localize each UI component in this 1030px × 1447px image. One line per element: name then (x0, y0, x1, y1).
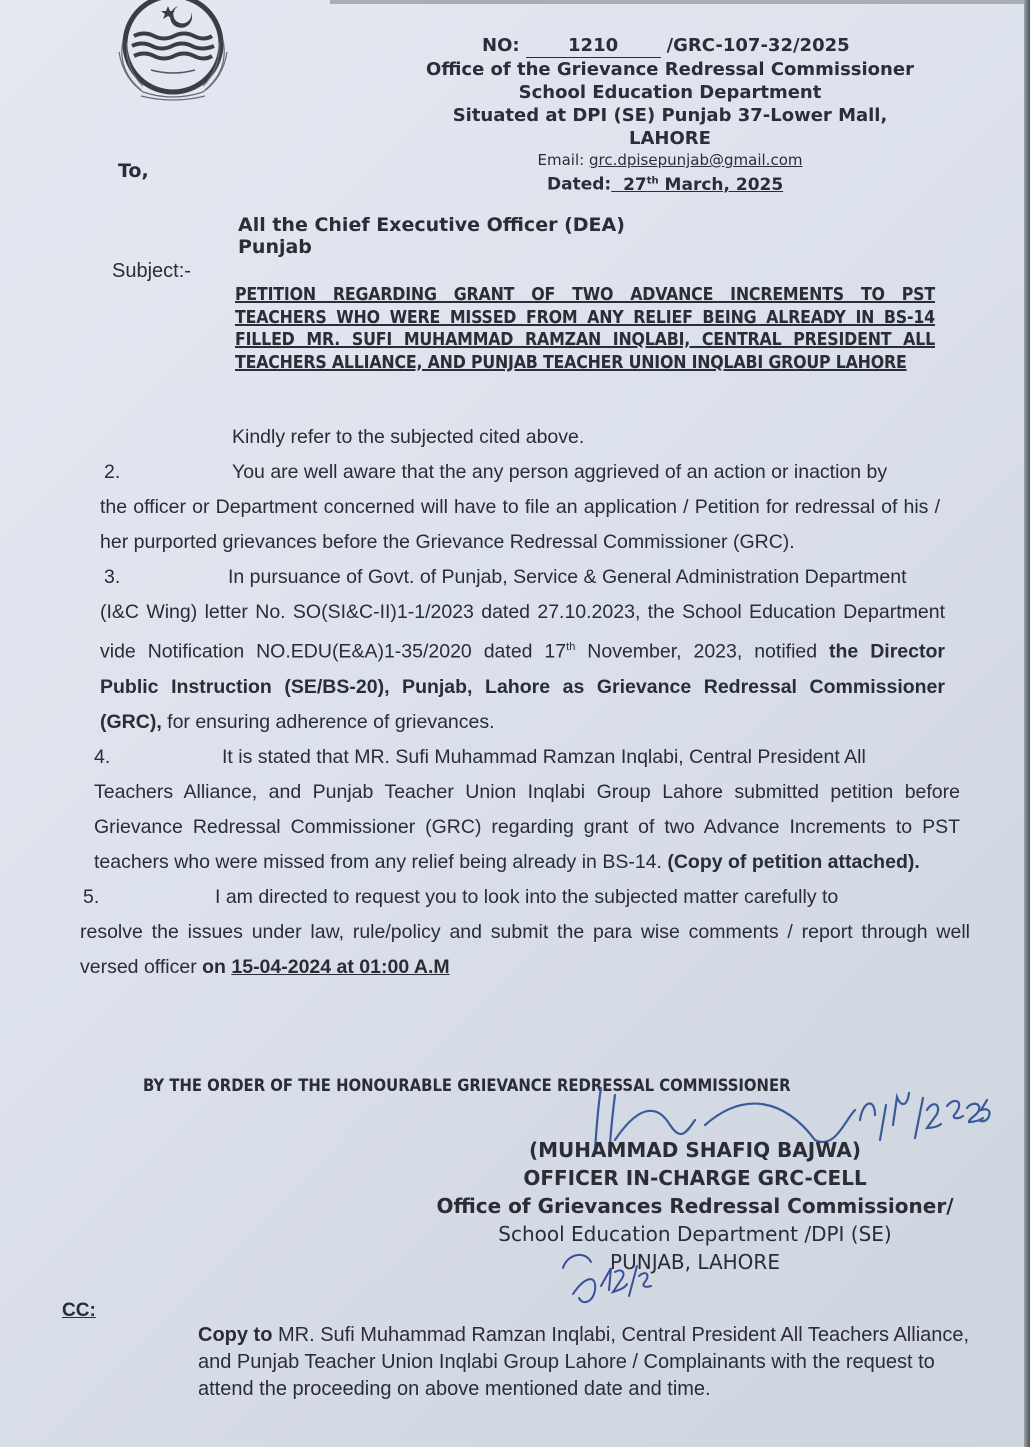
paragraph-1: Kindly refer to the subjected cited above. (232, 426, 585, 448)
paragraph-number: 2. (104, 461, 121, 483)
paragraph-first-line: You are well aware that the any person aggrieved of an action or inaction by (232, 461, 888, 483)
signatory-office: Office of Grievances Redressal Commissioner/ (436, 1194, 954, 1218)
signatory-title: OFFICER IN-CHARGE GRC-CELL (523, 1166, 867, 1190)
office-name: Office of the Grievance Redressal Commissioner (426, 59, 914, 80)
addressee-line-2: Punjab (238, 236, 312, 258)
paragraph-2 (80, 455, 940, 560)
signatory-block (435, 1136, 955, 1276)
paragraph-number: 4. (94, 745, 111, 768)
department-name: School Education Department (518, 82, 822, 103)
cc-label: CC: (62, 1300, 96, 1321)
paragraph-text: resolve the issues under law, rule/policy and submit the para wise comments / report through well versed officer on 15-04-2024 at 01:00 A.M (80, 920, 970, 978)
order-line: BY THE ORDER OF THE HONOURABLE GRIEVANCE REDRESSAL COMMISSIONER (143, 1076, 791, 1095)
hearing-date: 15-04-2024 at 01:00 A.M (231, 955, 450, 978)
paragraph-text: the officer or Department concerned will have to file an application / Petition for redressal of his / her purported grievances before the Grievance Redressal Commissioner (GRC). (100, 496, 940, 553)
paragraph-number: 5. (83, 885, 100, 908)
grc-notification-bold: the Director Public Instruction (SE/BS-20), Punjab, Lahore as Grievance Redressal Commissioner (GRC), (100, 640, 945, 733)
paper-edge-right (1024, 0, 1030, 1447)
punjab-emblem-icon (103, 0, 243, 104)
paragraph-5 (80, 880, 970, 985)
paragraph-text: Teachers Alliance, and Punjab Teacher Union Inqlabi Group Lahore submitted petition before Grievance Redressal Commissioner (GRC) regarding grant of two Advance Increments to PST teachers who were missed from any relief being already in BS-14. (Copy of petition attached). (94, 780, 960, 873)
addressee-line-1: All the Chief Executive Officer (DEA) (238, 214, 625, 236)
paragraph-first-line: I am directed to request you to look into the subjected matter carefully to (215, 885, 839, 908)
paragraph-first-line: In pursuance of Govt. of Punjab, Service & General Administration Department (228, 566, 907, 588)
office-address: Situated at DPI (SE) Punjab 37-Lower Mall, (452, 105, 888, 126)
signatory-city: PUNJAB, LAHORE (610, 1250, 780, 1274)
copy-to-label: Copy to (198, 1324, 273, 1346)
paragraph-3 (80, 560, 945, 740)
signatory-department: School Education Department /DPI (SE) (498, 1222, 892, 1246)
copy-attached-note: (Copy of petition attached). (667, 850, 920, 873)
paragraph-text: (I&C Wing) letter No. SO(SI&C-II)1-1/2023 dated 27.10.2023, the School Education Department vide Notification NO.EDU(E&A)1-35/2020 dated 17th November, 2023, notified the Director Public Instruction (SE/BS-20), Punjab, Lahore as Grievance Redressal Commissioner (GRC), for ensuring adherence of grievances. (100, 601, 945, 733)
paragraph-number: 3. (104, 566, 121, 588)
reference-number: NO: 1210 /GRC-107-32/2025 (482, 35, 850, 56)
dated-line: Dated: 27th March, 2025 (547, 174, 784, 195)
subject-label: Subject:- (112, 260, 191, 282)
addressee (238, 214, 625, 258)
paragraph-first-line: It is stated that MR. Sufi Muhammad Ramzan Inqlabi, Central President All (222, 745, 866, 768)
letterhead (420, 34, 920, 196)
office-city: LAHORE (629, 128, 711, 149)
to-label: To, (118, 160, 149, 182)
email-line: Email: grc.dpisepunjab@gmail.com (537, 151, 803, 169)
cc-copy-text: Copy to MR. Sufi Muhammad Ramzan Inqlabi, Central President All Teachers Alliance, and Punjab Teacher Union Inqlabi Group Lahore / Complainants with the request to attend the proceeding on above mentioned date and time. (198, 1324, 970, 1400)
paragraph-4 (80, 740, 960, 880)
subject-text: PETITION REGARDING GRANT OF TWO ADVANCE INCREMENTS TO PST TEACHERS WHO WERE MISSED FROM ANY RELIEF BEING ALREADY IN BS-14 FILLED MR. SUFI MUHAMMAD RAMZAN INQLABI, CENTRAL PRESIDENT ALL TEACHERS ALLIANCE, AND PUNJAB TEACHER UNION INQLABI GROUP LAHORE (235, 285, 935, 373)
signatory-name: (MUHAMMAD SHAFIQ BAJWA) (529, 1138, 861, 1162)
email-link[interactable]: grc.dpisepunjab@gmail.com (588, 151, 803, 169)
handwritten-initials-icon (555, 1246, 665, 1316)
paper-edge-top (330, 0, 1030, 4)
ref-number-value: 1210 (526, 34, 661, 58)
letter-body (80, 420, 970, 985)
